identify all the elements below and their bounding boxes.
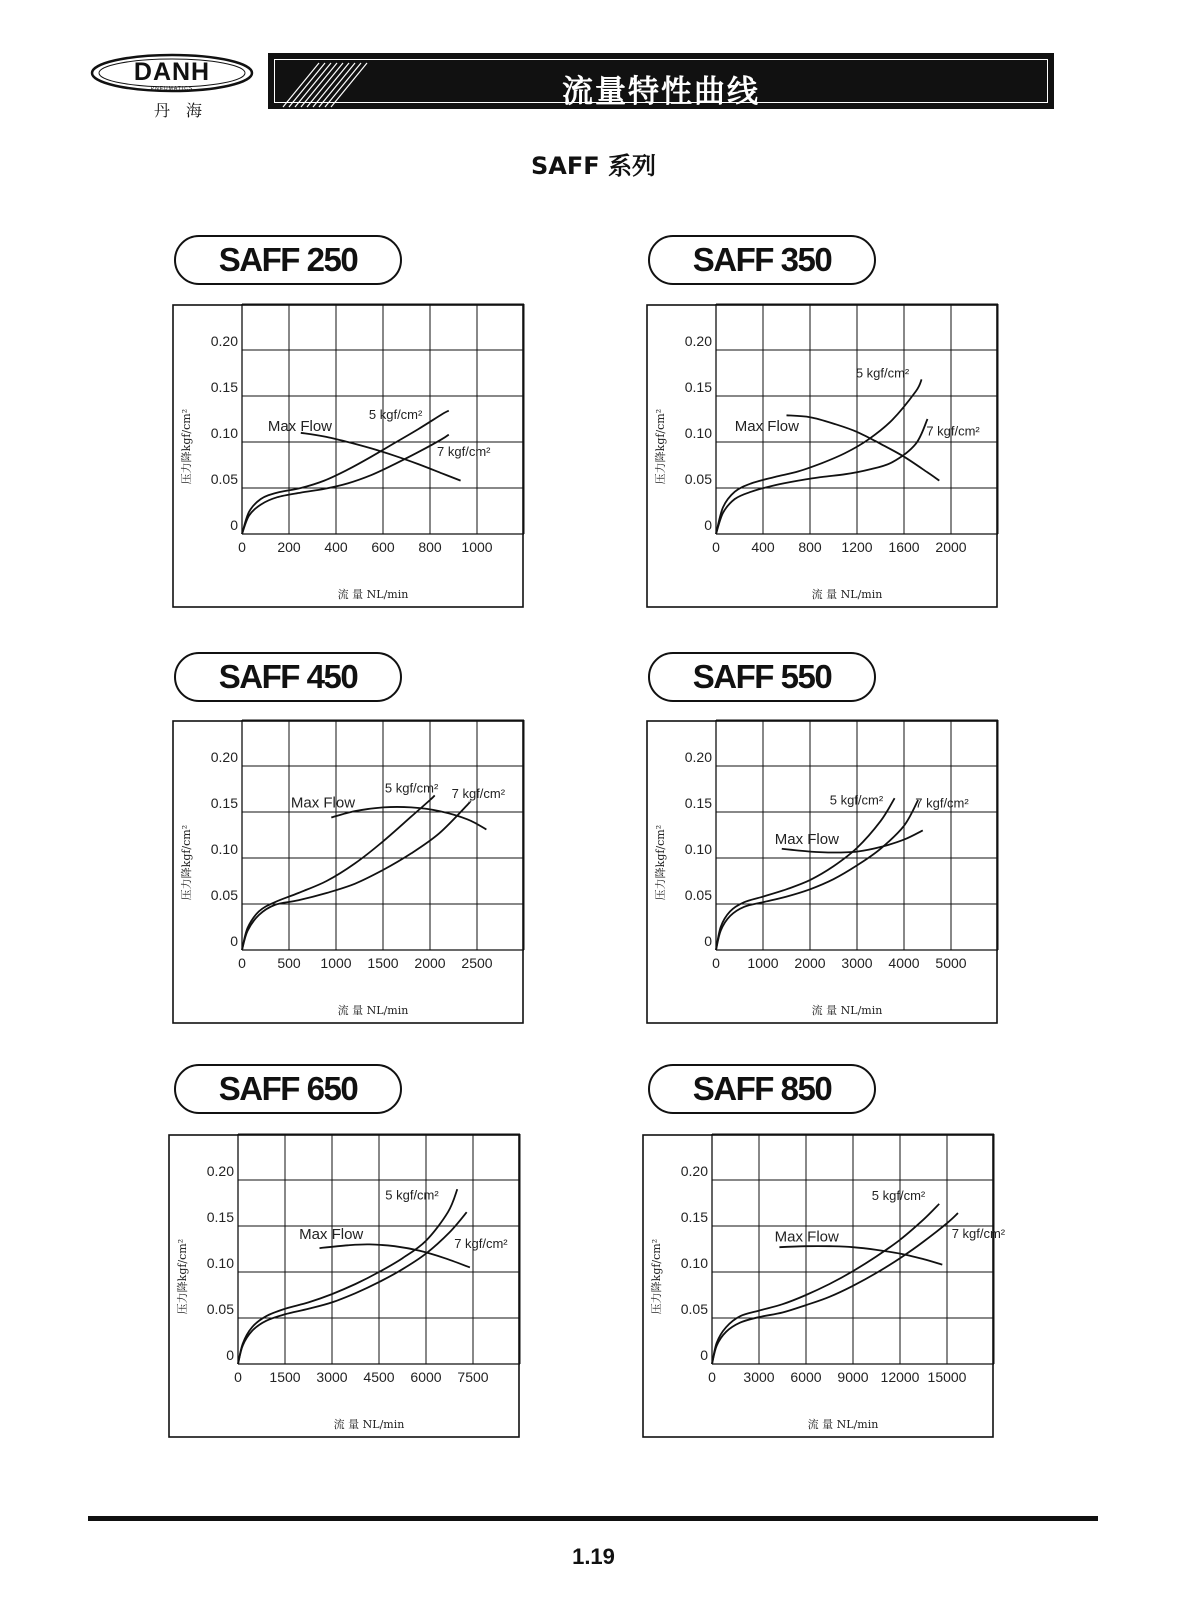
x-tick-label: 7500: [457, 1369, 489, 1385]
y-tick-label: 0.10: [684, 425, 712, 441]
x-tick-label: 3000: [316, 1369, 348, 1385]
y-tick-label: 0: [230, 517, 238, 533]
y-tick-label: 0: [704, 517, 712, 533]
x-tick-label: 4000: [888, 955, 920, 971]
y-tick-label: 0.05: [684, 471, 712, 487]
x-axis-label: 流 量 NL/min: [807, 1418, 879, 1431]
x-tick-label: 6000: [410, 1369, 442, 1385]
series-label-max-flow: Max Flow: [267, 417, 333, 435]
series-label-max-flow: Max Flow: [290, 794, 356, 812]
chart-svg: [172, 720, 524, 1024]
y-tick-label: 0.10: [680, 1255, 708, 1271]
x-axis-label: 流 量 NL/min: [337, 588, 409, 601]
y-tick-label: 0.15: [210, 379, 238, 395]
y-axis-label: 压力降kgf/cm²: [180, 824, 193, 901]
chart-svg: [642, 1134, 1006, 1438]
y-tick-label: 0.05: [684, 887, 712, 903]
x-tick-label: 0: [708, 1369, 716, 1385]
logo-text: DANH: [133, 58, 211, 86]
x-tick-label: 1000: [461, 539, 493, 555]
y-axis-label: 压力降kgf/cm²: [654, 824, 667, 901]
y-axis-label: 压力降kgf/cm²: [180, 408, 193, 485]
chart-saff450: [172, 720, 524, 1024]
y-tick-label: 0: [704, 933, 712, 949]
y-tick-label: 0: [700, 1347, 708, 1363]
x-tick-label: 2500: [461, 955, 493, 971]
chart-saff650: [168, 1134, 520, 1438]
y-tick-label: 0.20: [210, 749, 238, 765]
series-title: SAFF 系列: [530, 152, 656, 180]
x-tick-label: 0: [712, 955, 720, 971]
series-label-pressure: 5 kgf/cm²: [384, 780, 439, 796]
y-tick-label: 0.05: [206, 1301, 234, 1317]
x-tick-label: 200: [277, 539, 301, 555]
chart-saff850: [642, 1134, 1006, 1438]
series-label-pressure: 7 kgf/cm²: [451, 786, 506, 802]
x-tick-label: 400: [324, 539, 348, 555]
x-axis-label: 流 量 NL/min: [337, 1004, 409, 1017]
chart-svg: [646, 304, 998, 608]
model-label-saff450: SAFF 450: [174, 652, 402, 702]
logo-chinese: 丹海: [154, 101, 219, 120]
x-axis-label: 流 量 NL/min: [811, 588, 883, 601]
x-tick-label: 1600: [888, 539, 920, 555]
x-tick-label: 800: [418, 539, 442, 555]
series-label-max-flow: Max Flow: [734, 417, 799, 435]
series-label-pressure: 5 kgf/cm²: [871, 1188, 926, 1204]
y-tick-label: 0.05: [210, 887, 238, 903]
series-label-max-flow: Max Flow: [774, 1228, 839, 1246]
model-label-saff250: SAFF 250: [174, 235, 402, 285]
model-label-saff550: SAFF 550: [648, 652, 876, 702]
series-label-pressure: 7 kgf/cm²: [915, 795, 969, 811]
y-tick-label: 0.20: [210, 333, 238, 349]
y-tick-label: 0.15: [684, 795, 712, 811]
brand-logo: [88, 52, 256, 118]
model-label-saff350: SAFF 350: [648, 235, 876, 285]
x-tick-label: 0: [712, 539, 720, 555]
series-label-pressure: 5 kgf/cm²: [855, 365, 910, 381]
series-label-pressure: 5 kgf/cm²: [385, 1187, 439, 1203]
x-axis-label: 流 量 NL/min: [333, 1418, 405, 1431]
series-label-pressure: 7 kgf/cm²: [437, 443, 491, 459]
x-tick-label: 0: [238, 955, 246, 971]
y-axis-label: 压力降kgf/cm²: [654, 408, 667, 485]
model-label-saff850: SAFF 850: [648, 1064, 876, 1114]
y-tick-label: 0.15: [210, 795, 238, 811]
x-tick-label: 2000: [935, 539, 967, 555]
x-tick-label: 2000: [414, 955, 446, 971]
y-tick-label: 0.20: [206, 1163, 234, 1179]
chart-svg: [646, 720, 998, 1024]
x-tick-label: 0: [234, 1369, 242, 1385]
chart-saff350: [646, 304, 998, 608]
x-tick-label: 0: [238, 539, 246, 555]
y-tick-label: 0: [230, 933, 238, 949]
series-label-pressure: 7 kgf/cm²: [454, 1236, 508, 1252]
series-label-max-flow: Max Flow: [299, 1225, 364, 1243]
x-tick-label: 500: [277, 955, 301, 971]
x-tick-label: 1500: [367, 955, 399, 971]
x-tick-label: 600: [371, 539, 395, 555]
series-label-pressure: 7 kgf/cm²: [926, 423, 980, 439]
y-tick-label: 0: [226, 1347, 234, 1363]
y-tick-label: 0.10: [206, 1255, 234, 1271]
series-label-pressure: 5 kgf/cm²: [829, 792, 884, 808]
y-tick-label: 0.15: [680, 1209, 708, 1225]
y-tick-label: 0.15: [684, 379, 712, 395]
header-inner-frame: [274, 59, 1048, 110]
y-tick-label: 0.20: [684, 749, 712, 765]
y-tick-label: 0.20: [684, 333, 712, 349]
chart-saff250: [172, 304, 524, 608]
footer-rule: [88, 1516, 1098, 1521]
page-number: 1.19: [572, 1544, 615, 1569]
x-tick-label: 1000: [320, 955, 352, 971]
chart-svg: [172, 304, 524, 608]
x-tick-label: 1500: [269, 1369, 301, 1385]
x-tick-label: 12000: [880, 1369, 920, 1385]
header-bar: [268, 53, 1054, 109]
series-label-pressure: 5 kgf/cm²: [368, 407, 423, 422]
chart-svg: [168, 1134, 520, 1438]
y-axis-label: 压力降kgf/cm²: [176, 1238, 189, 1315]
series-label-pressure: 7 kgf/cm²: [951, 1225, 1006, 1241]
y-tick-label: 0.10: [684, 841, 712, 857]
brand-logo-mark: [88, 52, 256, 94]
y-tick-label: 0.05: [210, 471, 238, 487]
y-tick-label: 0.10: [210, 425, 238, 441]
y-axis-label: 压力降kgf/cm²: [650, 1238, 663, 1315]
x-tick-label: 1200: [841, 539, 873, 555]
page-title: 流量特性曲线: [562, 74, 760, 110]
x-tick-label: 2000: [794, 955, 826, 971]
y-tick-label: 0.05: [680, 1301, 708, 1317]
x-axis-label: 流 量 NL/min: [811, 1004, 883, 1017]
y-tick-label: 0.15: [206, 1209, 234, 1225]
x-tick-label: 3000: [841, 955, 873, 971]
x-tick-label: 800: [798, 539, 822, 555]
x-tick-label: 5000: [935, 955, 967, 971]
x-tick-label: 400: [751, 539, 775, 555]
chart-saff550: [646, 720, 998, 1024]
x-tick-label: 6000: [790, 1369, 822, 1385]
model-label-saff650: SAFF 650: [174, 1064, 402, 1114]
x-tick-label: 4500: [363, 1369, 395, 1385]
x-tick-label: 15000: [927, 1369, 967, 1385]
x-tick-label: 3000: [743, 1369, 775, 1385]
x-tick-label: 9000: [837, 1369, 869, 1385]
series-label-max-flow: Max Flow: [774, 831, 839, 849]
x-tick-label: 1000: [747, 955, 779, 971]
y-tick-label: 0.20: [680, 1163, 708, 1179]
y-tick-label: 0.10: [210, 841, 238, 857]
logo-subtext: PNEUMATICS: [150, 86, 194, 92]
